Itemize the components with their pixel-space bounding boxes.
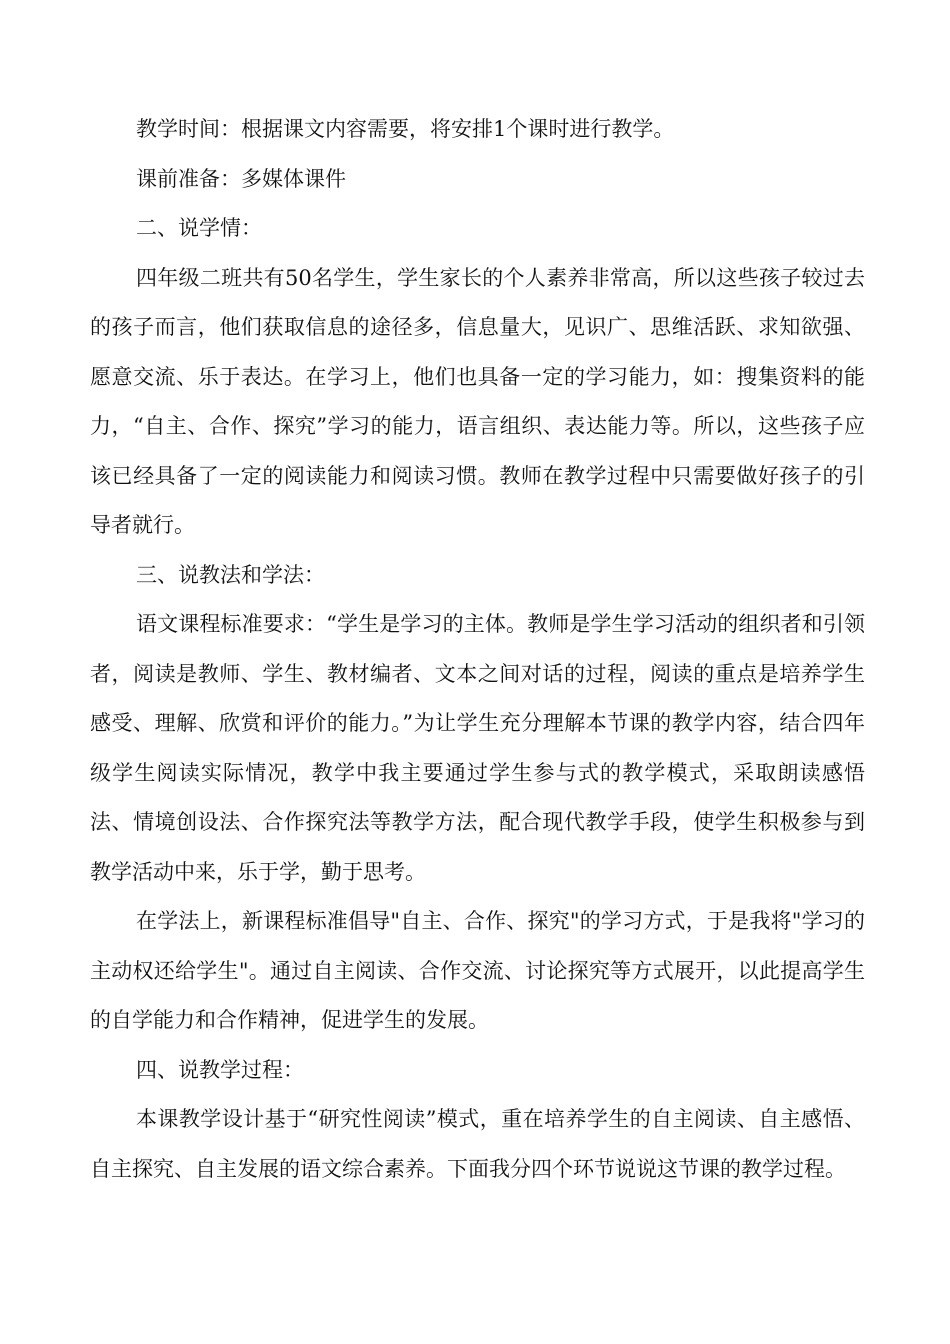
teaching-time-line: 教学时间：根据课文内容需要，将安排1个课时进行教学。 <box>136 117 675 141</box>
section-heading-learner-analysis: 二、说学情： <box>136 216 262 240</box>
learning-methods-paragraph: 在学法上，新课程标准倡导"自主、合作、探究"的学习方式，于是我将"学习的主动权还给学生"。通过自主阅读、合作交流、讨论探究等方式展开，以此提高学生的自学能力和合作精神，促进学生的发展。 <box>90 909 865 1032</box>
teaching-methods-paragraph: 语文课程标准要求：“学生是学习的主体。教师是学生学习活动的组织者和引领者，阅读是教师、学生、教材编者、文本之间对话的过程，阅读的重点是培养学生感受、理解、欣赏和评价的能力。”为让学生充分理解本节课的教学内容，结合四年级学生阅读实际情况，教学中我主要通过学生参与式的教学模式，采取朗读感悟法、情境创设法、合作探究法等教学方法，配合现代教学手段，使学生积极参与到教学活动中来，乐于学，勤于思考。 <box>90 612 865 884</box>
section-heading-teaching-process: 四、说教学过程： <box>136 1057 304 1082</box>
document-body <box>90 105 865 1194</box>
preparation-line: 课前准备：多媒体课件 <box>136 166 346 191</box>
section-heading-teaching-methods: 三、说教法和学法： <box>136 562 325 587</box>
learner-analysis-paragraph: 四年级二班共有50名学生，学生家长的个人素养非常高，所以这些孩子较过去的孩子而言，他们获取信息的途径多，信息量大，见识广、思维活跃、求知欲强、愿意交流、乐于表达。在学习上，他们也具备一定的学习能力，如：搜集资料的能力，“自主、合作、探究”学习的能力，语言组织、表达能力等。所以，这些孩子应该已经具备了一定的阅读能力和阅读习惯。教师在教学过程中只需要做好孩子的引导者就行。 <box>90 265 865 537</box>
teaching-process-paragraph: 本课教学设计基于“研究性阅读”模式，重在培养学生的自主阅读、自主感悟、自主探究、自主发展的语文综合素养。下面我分四个环节说说这节课的教学过程。 <box>90 1107 865 1181</box>
